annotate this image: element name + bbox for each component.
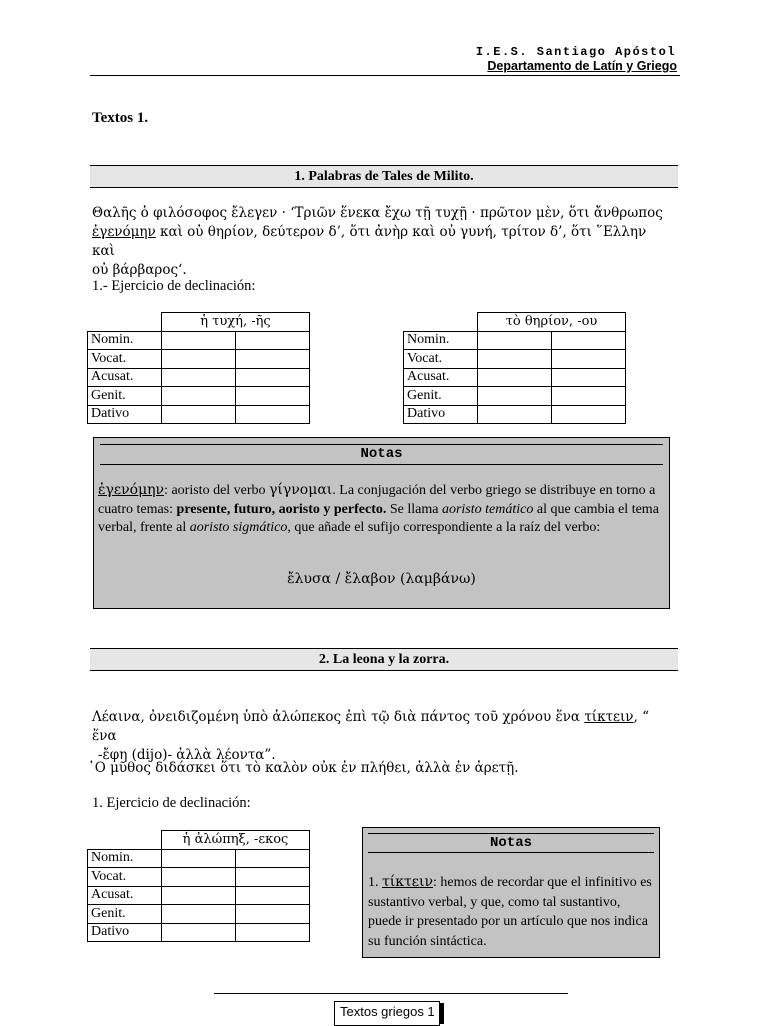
- moral-line: ῾Ο μῦθος διδάσκει ὅτι τὸ καλὸν οὐκ ἐν πλήθει, ἀλλὰ ἐν ἀρετῇ.: [88, 760, 519, 776]
- declension-table-therion: [403, 312, 626, 424]
- table-cell[interactable]: [162, 331, 236, 350]
- declension-table-tyche: [87, 312, 310, 424]
- table-cell[interactable]: [478, 405, 552, 424]
- table-cell[interactable]: [552, 387, 626, 406]
- table-cell[interactable]: [236, 886, 310, 905]
- notes-title: Notas: [489, 835, 532, 851]
- department-name: Departamento de Latín y Griego: [487, 59, 677, 73]
- case-label: Genit.: [404, 387, 478, 406]
- table-cell[interactable]: [552, 331, 626, 350]
- section2-text: [92, 708, 672, 765]
- case-label: Dativo: [404, 405, 478, 424]
- case-label: Vocat.: [88, 868, 162, 887]
- case-label: Vocat.: [404, 350, 478, 369]
- notes-word: ἐγενόμην: [98, 482, 165, 498]
- table-cell[interactable]: [162, 923, 236, 942]
- section1-line3: οὐ βάρβαρος‘.: [92, 262, 187, 278]
- notes-box-2: [362, 827, 660, 958]
- table-cell[interactable]: [162, 905, 236, 924]
- section2-exercise: 1. Ejercicio de declinación:: [92, 795, 251, 811]
- section1-heading: 1. Palabras de Tales de Milito.: [90, 165, 678, 188]
- footer-label: Textos griegos 1: [340, 1004, 435, 1019]
- case-label: Acusat.: [88, 368, 162, 387]
- table-cell[interactable]: [162, 868, 236, 887]
- table-cell[interactable]: [236, 368, 310, 387]
- notes-word: τίκτειν: [382, 874, 433, 890]
- section1-line1: Θαλῆς ὁ φιλόσοφος ἔλεγεν · ‘Τριῶν ἕνεκα ἔχω τῇ τυχῇ · πρῶτον μὲν, ὅτι ἄνθρωπος: [92, 205, 663, 221]
- table-cell[interactable]: [162, 849, 236, 868]
- school-name: I.E.S. Santiago Apóstol: [475, 45, 676, 59]
- table-header: ἡ ἀλώπηξ, -εκος: [162, 831, 310, 850]
- table-header: τὸ θηρίον, -ου: [478, 313, 626, 332]
- section1-exercise: 1.- Ejercicio de declinación:: [92, 278, 256, 294]
- table-cell[interactable]: [236, 387, 310, 406]
- table-cell[interactable]: [478, 368, 552, 387]
- footer-shadow: [440, 1003, 444, 1024]
- case-label: Vocat.: [88, 350, 162, 369]
- table-cell[interactable]: [236, 923, 310, 942]
- footer-rule: [214, 993, 568, 994]
- case-label: Genit.: [88, 905, 162, 924]
- case-label: Acusat.: [404, 368, 478, 387]
- case-label: Dativo: [88, 923, 162, 942]
- table-cell[interactable]: [162, 350, 236, 369]
- section2-line2: -ἔφη (dijo)- ἀλλὰ λέοντα”.: [98, 747, 276, 763]
- section2-line1: Λέαινα, ὀνειδιζομένη ὑπὸ ἀλώπεκος ἐπὶ τῷ διὰ πάντος τοῦ χρόνου ἕνα τίκτειν, “ ἕνα: [92, 709, 649, 744]
- table-cell[interactable]: [478, 350, 552, 369]
- table-cell[interactable]: [478, 331, 552, 350]
- table-cell[interactable]: [552, 350, 626, 369]
- notes-text: ἐγενόμην: aoristo del verbo γίγνομαι. La conjugación del verbo griego se distribuye en torno a cuatro temas: presente, futuro, aoristo y perfecto. Se llama aoristo temático al que cambia el tema verbal, frente al aoristo sigmático, que añade el sufijo correspondiente a la raíz del verbo:: [98, 482, 659, 535]
- table-cell[interactable]: [236, 849, 310, 868]
- section2-heading: 2. La leona y la zorra.: [90, 648, 678, 671]
- egenomen-word: ἐγενόμην: [92, 224, 156, 240]
- section1-line2: ἐγενόμην καὶ οὐ θηρίον, δεύτερον δ’, ὅτι ἀνὴρ καὶ οὐ γυνή, τρίτον δ’, ὅτι ῞Ελλην καὶ: [92, 224, 647, 259]
- table-cell[interactable]: [236, 405, 310, 424]
- case-label: Nomin.: [404, 331, 478, 350]
- table-cell[interactable]: [236, 868, 310, 887]
- table-cell[interactable]: [552, 368, 626, 387]
- notes-box-1: [93, 437, 670, 609]
- table-cell[interactable]: [162, 405, 236, 424]
- notes-example: ἔλυσα / ἔλαβον (λαμβάνω): [287, 571, 476, 587]
- tiktein-word: τίκτειν: [584, 709, 634, 725]
- notes-text: 1. τίκτειν: hemos de recordar que el infinitivo es sustantivo verbal, y que, como tal sustantivo, puede ir presentado por un artículo que nos indica su función sintáctica.: [368, 874, 652, 949]
- declension-table-alopex: [87, 830, 310, 942]
- table-cell[interactable]: [236, 905, 310, 924]
- case-label: Nomin.: [88, 849, 162, 868]
- table-cell[interactable]: [236, 331, 310, 350]
- header-rule: [90, 75, 680, 76]
- section1-text: [92, 204, 672, 280]
- table-cell[interactable]: [162, 387, 236, 406]
- table-cell[interactable]: [162, 368, 236, 387]
- case-label: Nomin.: [88, 331, 162, 350]
- case-label: Acusat.: [88, 886, 162, 905]
- case-label: Dativo: [88, 405, 162, 424]
- table-header: ἡ τυχή, -ῆς: [162, 313, 310, 332]
- table-cell[interactable]: [162, 886, 236, 905]
- case-label: Genit.: [88, 387, 162, 406]
- document-title: Textos 1.: [92, 110, 149, 126]
- table-cell[interactable]: [478, 387, 552, 406]
- notes-title: Notas: [360, 446, 403, 462]
- table-cell[interactable]: [552, 405, 626, 424]
- table-cell[interactable]: [236, 350, 310, 369]
